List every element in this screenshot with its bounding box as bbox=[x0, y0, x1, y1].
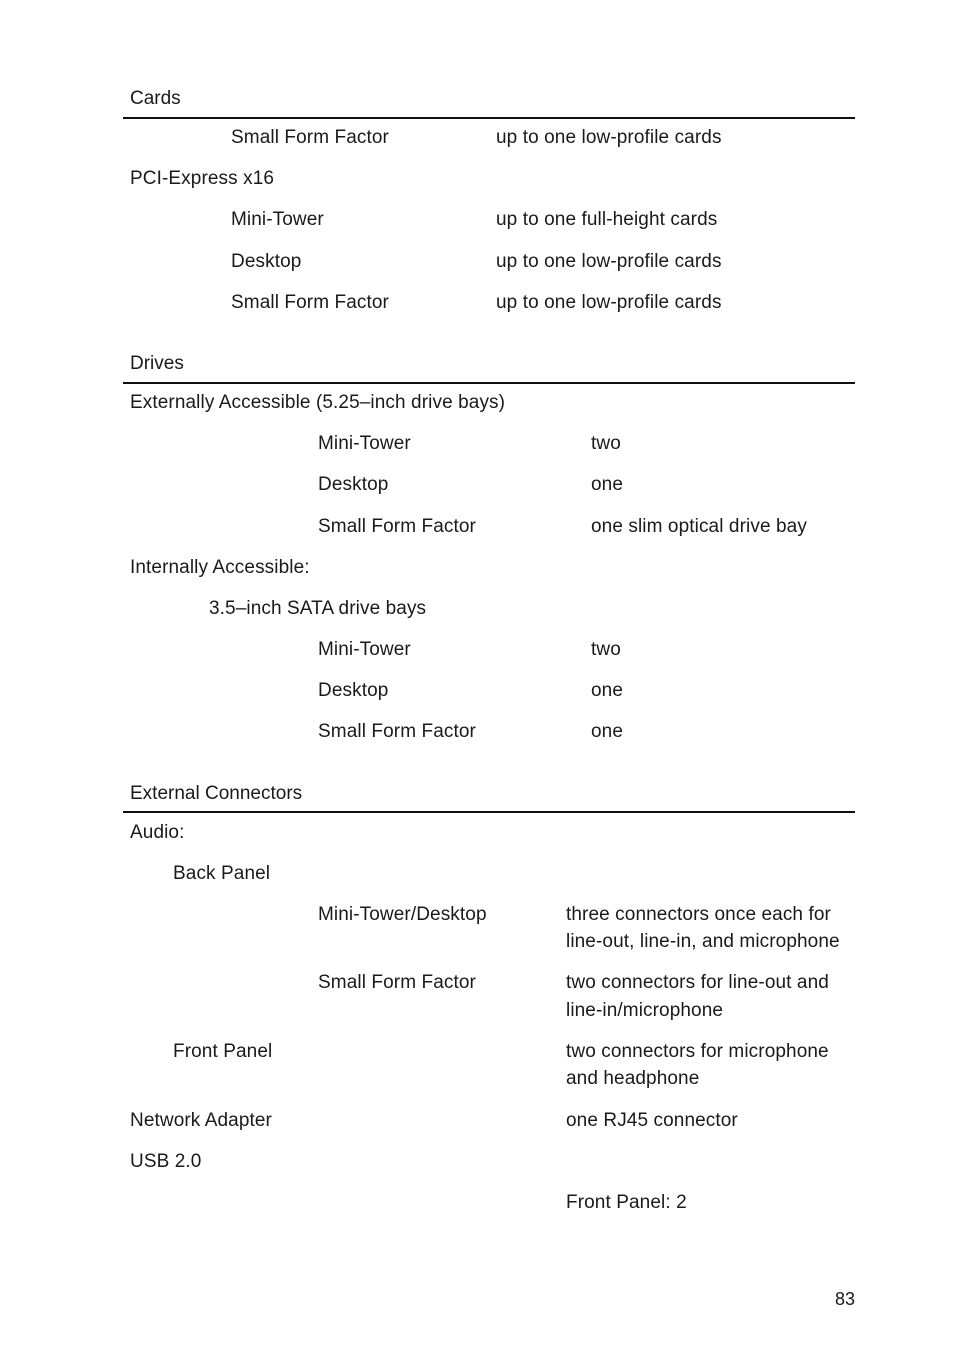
spec-value: Front Panel: 2 bbox=[566, 1192, 687, 1213]
spec-label: Small Form Factor bbox=[318, 972, 476, 993]
spec-label: Desktop bbox=[318, 680, 389, 701]
spec-value: one RJ45 connector bbox=[566, 1110, 738, 1131]
section-title-cards: Cards bbox=[130, 88, 181, 109]
page-number: 83 bbox=[834, 1289, 855, 1309]
spec-subgroup-label: 3.5–inch SATA drive bays bbox=[209, 598, 427, 619]
spec-value: two bbox=[591, 639, 621, 660]
section-title-drives: Drives bbox=[130, 353, 184, 374]
spec-group-label: Externally Accessible (5.25–inch drive bays) bbox=[130, 392, 506, 413]
spec-group-label: Network Adapter bbox=[130, 1110, 272, 1131]
spec-label: Small Form Factor bbox=[231, 127, 389, 148]
spec-value: one bbox=[591, 474, 624, 495]
spec-label: Mini-Tower bbox=[231, 209, 324, 230]
spec-value: one bbox=[591, 721, 624, 742]
spec-value: up to one low-profile cards bbox=[496, 127, 722, 148]
spec-value: and headphone bbox=[566, 1068, 700, 1089]
spec-label: Mini-Tower bbox=[318, 639, 411, 660]
spec-value: up to one low-profile cards bbox=[496, 251, 722, 272]
spec-label: Small Form Factor bbox=[318, 516, 476, 537]
spec-value: line-in/microphone bbox=[566, 1000, 724, 1021]
spec-label: Small Form Factor bbox=[231, 292, 389, 313]
spec-value: one bbox=[591, 680, 624, 701]
spec-group-label: Audio: bbox=[130, 822, 185, 843]
spec-label: Small Form Factor bbox=[318, 721, 476, 742]
spec-value: line-out, line-in, and microphone bbox=[566, 931, 840, 952]
spec-value: two connectors for line-out and bbox=[566, 972, 829, 993]
spec-value: up to one full-height cards bbox=[496, 209, 718, 230]
spec-value: one slim optical drive bay bbox=[591, 516, 807, 537]
section-title-external-connectors: External Connectors bbox=[130, 783, 303, 804]
spec-label: Desktop bbox=[318, 474, 389, 495]
spec-label: Desktop bbox=[231, 251, 302, 272]
spec-label: Mini-Tower bbox=[318, 433, 411, 454]
spec-subgroup-label: Back Panel bbox=[173, 863, 271, 884]
section-divider bbox=[123, 811, 855, 813]
spec-group-label: Internally Accessible: bbox=[130, 557, 310, 578]
spec-group-label: USB 2.0 bbox=[130, 1151, 202, 1172]
spec-group-label: PCI-Express x16 bbox=[130, 168, 275, 189]
spec-value: up to one low-profile cards bbox=[496, 292, 722, 313]
spec-subgroup-label: Front Panel bbox=[173, 1041, 273, 1062]
spec-value: three connectors once each for bbox=[566, 904, 831, 925]
spec-value: two bbox=[591, 433, 621, 454]
spec-label: Mini-Tower/Desktop bbox=[318, 904, 487, 925]
section-divider bbox=[123, 117, 855, 119]
spec-value: two connectors for microphone bbox=[566, 1041, 829, 1062]
section-divider bbox=[123, 382, 855, 384]
